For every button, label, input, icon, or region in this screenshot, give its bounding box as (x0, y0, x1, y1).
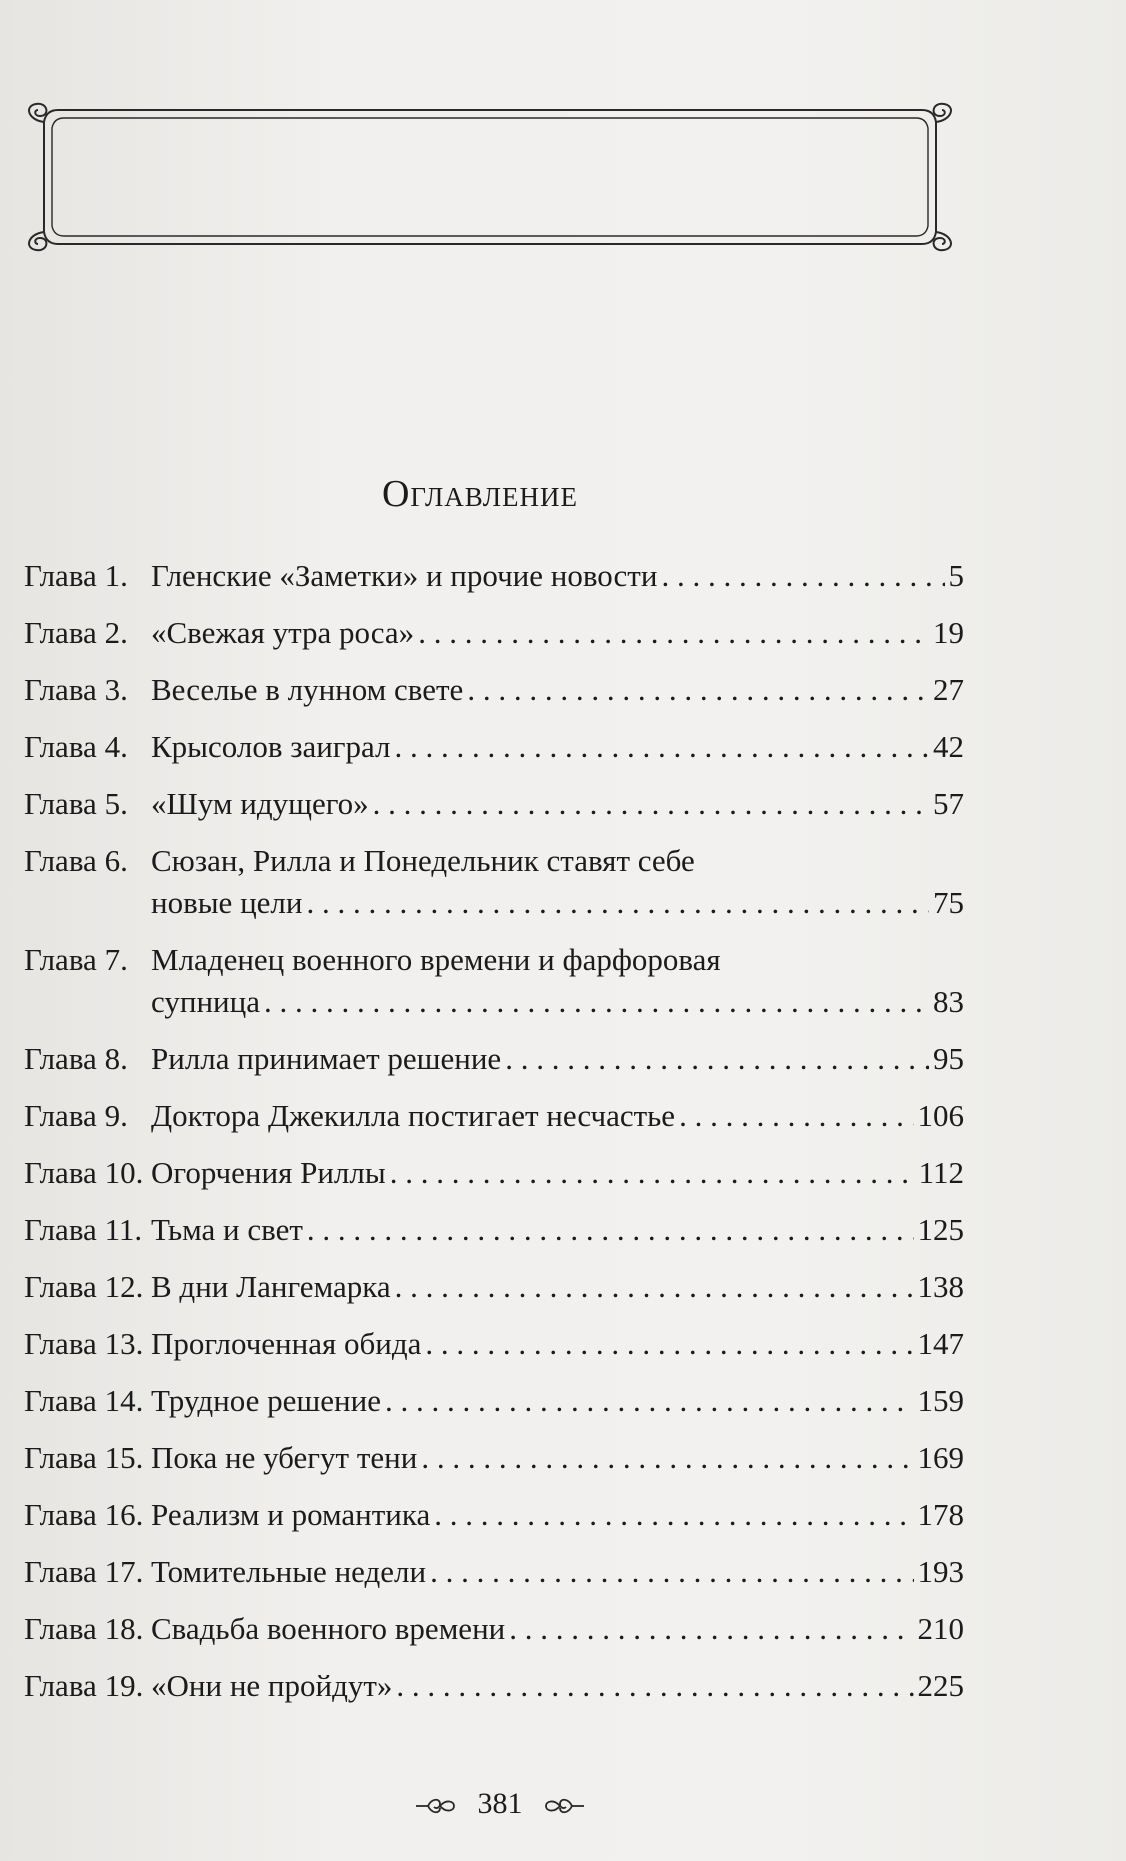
chapter-number: 1. (104, 558, 128, 593)
chapter-label: Глава (24, 1269, 97, 1304)
chapter-label: Глава (24, 1440, 97, 1475)
chapter-title: Сюзан, Рилла и Понедельник ставят себе (151, 843, 695, 878)
dot-leader (385, 1380, 914, 1422)
chapter-page-number: 57 (933, 786, 964, 821)
chapter-number: 17. (104, 1554, 144, 1589)
chapter-title: Крысолов заиграл (151, 729, 391, 764)
chapter-label: Глава (24, 615, 97, 650)
toc-entry (24, 669, 964, 711)
chapter-page-number: 19 (933, 615, 964, 650)
chapter-number: 2. (104, 615, 128, 650)
chapter-page-number: 112 (918, 1155, 964, 1190)
dot-leader (425, 1323, 913, 1365)
dot-leader (421, 1437, 913, 1479)
toc-entry (24, 1323, 964, 1365)
chapter-title: Тьма и свет (151, 1212, 303, 1247)
chapter-title: Рилла принимает решение (151, 1041, 502, 1076)
toc-entry (24, 1152, 964, 1194)
page-number: 381 (477, 1787, 523, 1820)
chapter-label: Глава (24, 1497, 97, 1532)
chapter-label: Глава (24, 558, 97, 593)
toc-entry (24, 726, 964, 768)
dot-leader (467, 669, 929, 711)
chapter-number: 4. (104, 729, 128, 764)
chapter-number: 13. (104, 1326, 144, 1361)
chapter-title: Доктора Джекилла постигает несчастье (151, 1098, 676, 1133)
toc-entry (24, 1437, 964, 1479)
chapter-title-continuation: супница (151, 984, 260, 1019)
chapter-page-number: 42 (933, 729, 964, 764)
chapter-label: Глава (24, 1383, 97, 1418)
dot-leader (434, 1494, 913, 1536)
toc-entry (24, 555, 964, 597)
toc-entry (24, 1380, 964, 1422)
chapter-page-number: 210 (917, 1611, 964, 1646)
chapter-title: Пока не убегут тени (151, 1440, 418, 1475)
chapter-number: 6. (104, 843, 128, 878)
left-ornament-icon (414, 1795, 458, 1817)
ornamental-frame (18, 102, 962, 252)
toc-entry (24, 1665, 964, 1707)
chapter-title: «Шум идущего» (151, 786, 369, 821)
page-footer (0, 1787, 1000, 1821)
dot-leader (307, 1209, 914, 1251)
chapter-page-number: 138 (917, 1269, 964, 1304)
toc-entry (24, 1551, 964, 1593)
chapter-title: «Свежая утра роса» (151, 615, 415, 650)
chapter-title: В дни Лангемарка (151, 1269, 391, 1304)
chapter-page-number: 225 (917, 1668, 964, 1703)
chapter-number: 11. (104, 1212, 143, 1247)
chapter-title-continuation: новые цели (151, 885, 303, 920)
chapter-title: Проглоченная обида (151, 1326, 422, 1361)
toc-entry (24, 1209, 964, 1251)
chapter-page-number: 193 (917, 1554, 964, 1589)
chapter-number: 5. (104, 786, 128, 821)
chapter-page-number: 159 (917, 1383, 964, 1418)
chapter-label: Глава (24, 1611, 97, 1646)
toc-entry (24, 1494, 964, 1536)
toc-title: Оглавление (381, 473, 579, 515)
dot-leader (390, 1152, 915, 1194)
chapter-number: 14. (104, 1383, 144, 1418)
dot-leader (395, 726, 929, 768)
chapter-title: Реализм и романтика (151, 1497, 431, 1532)
chapter-label: Глава (24, 786, 97, 821)
chapter-number: 8. (104, 1041, 128, 1076)
chapter-label: Глава (24, 1554, 97, 1589)
chapter-label: Глава (24, 1326, 97, 1361)
chapter-label: Глава (24, 1212, 97, 1247)
dot-leader (396, 1665, 913, 1707)
dot-leader (306, 882, 929, 924)
table-of-contents (24, 555, 964, 1707)
chapter-page-number: 5 (948, 558, 964, 593)
chapter-page-number: 147 (917, 1326, 964, 1361)
chapter-number: 12. (104, 1269, 144, 1304)
dot-leader (395, 1266, 914, 1308)
toc-entry (24, 939, 964, 1023)
dot-leader (264, 981, 929, 1023)
chapter-label: Глава (24, 1668, 97, 1703)
chapter-number: 9. (104, 1098, 128, 1133)
chapter-label: Глава (24, 843, 97, 878)
dot-leader (661, 555, 944, 597)
chapter-title: Гленские «Заметки» и прочие новости (151, 558, 658, 593)
chapter-number: 10. (104, 1155, 144, 1190)
chapter-page-number: 83 (933, 984, 964, 1019)
chapter-page-number: 125 (917, 1212, 964, 1247)
chapter-number: 18. (104, 1611, 144, 1646)
dot-leader (679, 1095, 913, 1137)
chapter-label: Глава (24, 729, 97, 764)
dot-leader (509, 1608, 913, 1650)
chapter-number: 7. (104, 942, 128, 977)
chapter-page-number: 95 (933, 1041, 964, 1076)
toc-entry (24, 1608, 964, 1650)
chapter-label: Глава (24, 672, 97, 707)
chapter-title: Томительные недели (151, 1554, 427, 1589)
chapter-number: 15. (104, 1440, 144, 1475)
dot-leader (418, 612, 929, 654)
toc-entry (24, 783, 964, 825)
toc-entry (24, 1095, 964, 1137)
chapter-title: Младенец военного времени и фарфоровая (151, 942, 721, 977)
chapter-page-number: 169 (917, 1440, 964, 1475)
toc-entry (24, 612, 964, 654)
chapter-title: Веселье в лунном свете (151, 672, 464, 707)
chapter-title: Огорчения Риллы (151, 1155, 386, 1190)
chapter-page-number: 27 (933, 672, 964, 707)
ornamental-frame-graphic (18, 102, 962, 252)
chapter-page-number: 106 (917, 1098, 964, 1133)
chapter-title: Свадьба военного времени (151, 1611, 506, 1646)
chapter-page-number: 75 (933, 885, 964, 920)
dot-leader (505, 1038, 929, 1080)
dot-leader (373, 783, 929, 825)
chapter-label: Глава (24, 1155, 97, 1190)
chapter-number: 3. (104, 672, 128, 707)
chapter-number: 16. (104, 1497, 144, 1532)
toc-entry (24, 1038, 964, 1080)
chapter-label: Глава (24, 1041, 97, 1076)
chapter-title: Трудное решение (151, 1383, 381, 1418)
toc-entry (24, 840, 964, 924)
chapter-label: Глава (24, 942, 97, 977)
toc-entry (24, 1266, 964, 1308)
dot-leader (430, 1551, 913, 1593)
chapter-number: 19. (104, 1668, 144, 1703)
chapter-title: «Они не пройдут» (151, 1668, 393, 1703)
chapter-page-number: 178 (917, 1497, 964, 1532)
right-ornament-icon (542, 1795, 586, 1817)
chapter-label: Глава (24, 1098, 97, 1133)
